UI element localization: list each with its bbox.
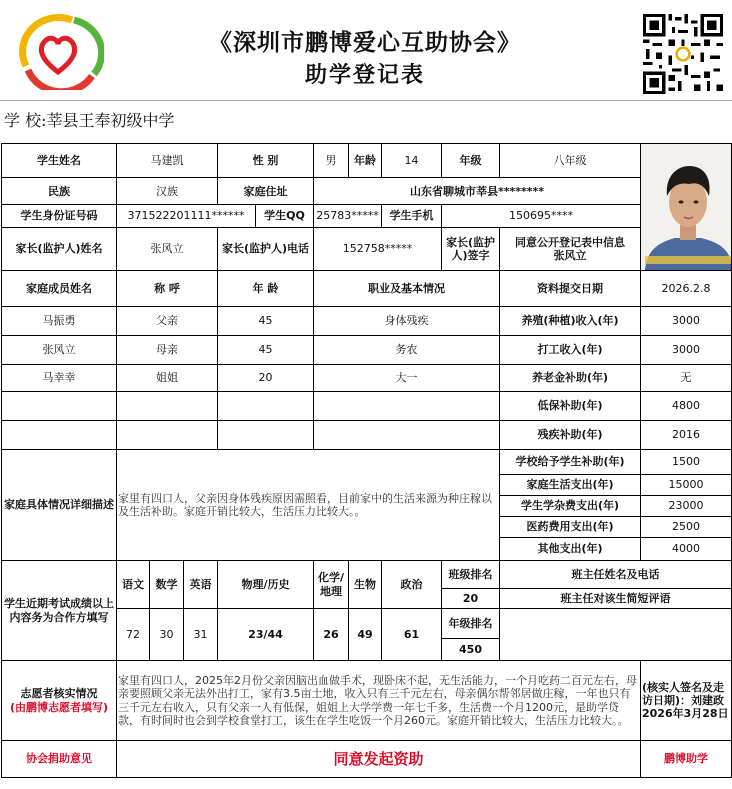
finance-label: 养殖(种植)收入(年) (500, 307, 641, 336)
consent-cell[interactable] (500, 227, 641, 270)
header-relation: 称 呼 (117, 271, 218, 307)
label-exam: 学生近期考试成绩以上内容务为合作方填写 (2, 561, 117, 661)
school-name: 莘县王奉初级中学 (46, 111, 175, 130)
student-photo-image (641, 144, 732, 270)
student-photo (641, 144, 732, 271)
member-job-empty[interactable] (314, 421, 500, 450)
member-relation[interactable]: 母亲 (117, 336, 218, 365)
label-situation: 家庭具体情况详细描述 (2, 450, 117, 561)
finance-value[interactable]: 1500 (641, 450, 732, 475)
member-job[interactable]: 大一 (314, 365, 500, 392)
form-subtitle: 助学登记表 (304, 62, 425, 88)
teacher-comment-box[interactable] (500, 609, 732, 661)
finance-label: 其他支出(年) (500, 538, 641, 561)
member-age[interactable]: 45 (218, 336, 314, 365)
form-header (0, 0, 732, 100)
subject-score[interactable]: 31 (184, 609, 218, 661)
member-name-empty[interactable] (2, 421, 117, 450)
label-guardian-sign: 家长(监护人)签字 (442, 227, 500, 270)
value-guardian-name[interactable]: 张风立 (117, 227, 218, 270)
label-association-opinion: 协会捐助意见 (2, 741, 117, 778)
situation-text[interactable]: 家里有四口人，父亲因身体残疾原因需照看，目前家中的生活来源为种庄稼以及生活补助。家庭开销比较大，生活压力比较大。。 (117, 450, 500, 561)
label-ethnic: 民族 (2, 178, 117, 205)
finance-label: 残疾补助(年) (500, 421, 641, 450)
subject-label: 政治 (382, 561, 442, 609)
header-submit-date: 资料提交日期 (500, 271, 641, 307)
member-age-empty[interactable] (218, 421, 314, 450)
subject-score[interactable]: 30 (150, 609, 184, 661)
member-name[interactable]: 张风立 (2, 336, 117, 365)
value-qq[interactable]: 25783***** (314, 205, 382, 227)
header-member-age: 年 龄 (218, 271, 314, 307)
header-member-name: 家庭成员姓名 (2, 271, 117, 307)
finance-value[interactable]: 4000 (641, 538, 732, 561)
verifier-label: (核实人签名及走访日期)：刘建政 (642, 680, 725, 707)
subject-label: 语文 (117, 561, 150, 609)
finance-value[interactable]: 2500 (641, 517, 732, 538)
consent-name: 张风立 (553, 248, 587, 262)
finance-label: 打工收入(年) (500, 336, 641, 365)
value-address[interactable]: 山东省聊城市莘县******** (314, 178, 641, 205)
member-age-empty[interactable] (218, 392, 314, 421)
school-line (4, 108, 175, 131)
finance-value[interactable]: 15000 (641, 475, 732, 496)
verifier-cell[interactable] (641, 661, 732, 741)
member-age[interactable]: 45 (218, 307, 314, 336)
value-id[interactable]: 371522201111****** (117, 205, 256, 227)
subject-label: 英语 (184, 561, 218, 609)
value-class-rank[interactable]: 20 (442, 589, 500, 609)
finance-value[interactable]: 4800 (641, 392, 732, 421)
value-student-name[interactable]: 马建凯 (117, 144, 218, 178)
volunteer-label: 志愿者核实情况 (20, 687, 98, 701)
label-guardian-name: 家长(监护人)姓名 (2, 227, 117, 270)
label-class-rank: 班级排名 (442, 561, 500, 589)
value-guardian-phone[interactable]: 152758***** (314, 227, 442, 270)
label-gender: 性 别 (218, 144, 314, 178)
finance-label: 家庭生活支出(年) (500, 475, 641, 496)
member-name[interactable]: 马振勇 (2, 307, 117, 336)
label-grade-rank: 年级排名 (442, 609, 500, 639)
subject-score[interactable]: 72 (117, 609, 150, 661)
label-volunteer (2, 661, 117, 741)
subject-score[interactable]: 23/44 (218, 609, 314, 661)
subject-label: 化学/地理 (314, 561, 349, 609)
form-title: 《深圳市鹏博爱心互助协会》 (209, 29, 521, 56)
member-age[interactable]: 20 (218, 365, 314, 392)
label-phone: 学生手机 (382, 205, 442, 227)
label-teacher: 班主任姓名及电话 (500, 561, 732, 589)
brand-label: 鹏博助学 (641, 741, 732, 778)
member-relation[interactable]: 父亲 (117, 307, 218, 336)
member-relation[interactable]: 姐姐 (117, 365, 218, 392)
finance-label: 低保补助(年) (500, 392, 641, 421)
label-guardian-phone: 家长(监护人)电话 (218, 227, 314, 270)
subject-score[interactable]: 61 (382, 609, 442, 661)
registration-table (1, 143, 732, 778)
volunteer-text[interactable]: 家里有四口人，2025年2月份父亲因脑出血做手术，现卧床不起，无生活能力，一个月吃药二百元左右，母亲要照顾父亲无法外出打工，家有3.5亩土地，收入只有三千元左右，母亲偶尔帮邻居做庄稼，一年也只有三千元左右收入，只有父亲一人有低保，姐姐上大学学费一年七千多，生活费一个月1200元，是助学贷款，有时间时也会到学校食堂打工，该生在学生吃饭一个月260元。家庭开销比较大，生活压力比较大。。 (117, 661, 641, 741)
label-address: 家庭住址 (218, 178, 314, 205)
member-name[interactable]: 马幸幸 (2, 365, 117, 392)
member-job[interactable]: 身体残疾 (314, 307, 500, 336)
value-gender[interactable]: 男 (314, 144, 349, 178)
association-decision[interactable]: 同意发起资助 (117, 741, 641, 778)
finance-value[interactable]: 2016 (641, 421, 732, 450)
label-student-name: 学生姓名 (2, 144, 117, 178)
qr-code-icon[interactable] (643, 14, 723, 94)
value-phone[interactable]: 150695**** (442, 205, 641, 227)
header-occupation: 职业及基本情况 (314, 271, 500, 307)
subject-label: 生物 (349, 561, 382, 609)
label-id: 学生身份证号码 (2, 205, 117, 227)
member-relation-empty[interactable] (117, 392, 218, 421)
value-grade[interactable]: 八年级 (500, 144, 641, 178)
subject-score[interactable]: 49 (349, 609, 382, 661)
heart-logo-icon (12, 14, 104, 90)
finance-value[interactable]: 无 (641, 365, 732, 392)
finance-label: 养老金补助(年) (500, 365, 641, 392)
subject-label: 数学 (150, 561, 184, 609)
value-grade-rank[interactable]: 450 (442, 639, 500, 661)
label-grade: 年级 (442, 144, 500, 178)
member-name-empty[interactable] (2, 392, 117, 421)
finance-value[interactable]: 3000 (641, 307, 732, 336)
member-job-empty[interactable] (314, 392, 500, 421)
member-job[interactable]: 务农 (314, 336, 500, 365)
label-teacher-comment: 班主任对该生简短评语 (500, 589, 732, 609)
value-ethnic[interactable]: 汉族 (117, 178, 218, 205)
school-label: 学 校: (4, 111, 47, 130)
subject-label: 物理/历史 (218, 561, 314, 609)
label-qq: 学生QQ (256, 205, 314, 227)
consent-label: 同意公开登记表中信息 (515, 235, 625, 249)
subject-score[interactable]: 26 (314, 609, 349, 661)
verify-date: 2026年3月28日 (642, 707, 729, 721)
label-age: 年龄 (349, 144, 382, 178)
value-submit-date[interactable]: 2026.2.8 (641, 271, 732, 307)
finance-label: 学生学杂费支出(年) (500, 496, 641, 517)
finance-label: 学校给予学生补助(年) (500, 450, 641, 475)
finance-value[interactable]: 23000 (641, 496, 732, 517)
finance-value[interactable]: 3000 (641, 336, 732, 365)
member-relation-empty[interactable] (117, 421, 218, 450)
volunteer-label-note: (由鹏博志愿者填写) (9, 700, 109, 714)
finance-label: 医药费用支出(年) (500, 517, 641, 538)
value-age[interactable]: 14 (382, 144, 442, 178)
